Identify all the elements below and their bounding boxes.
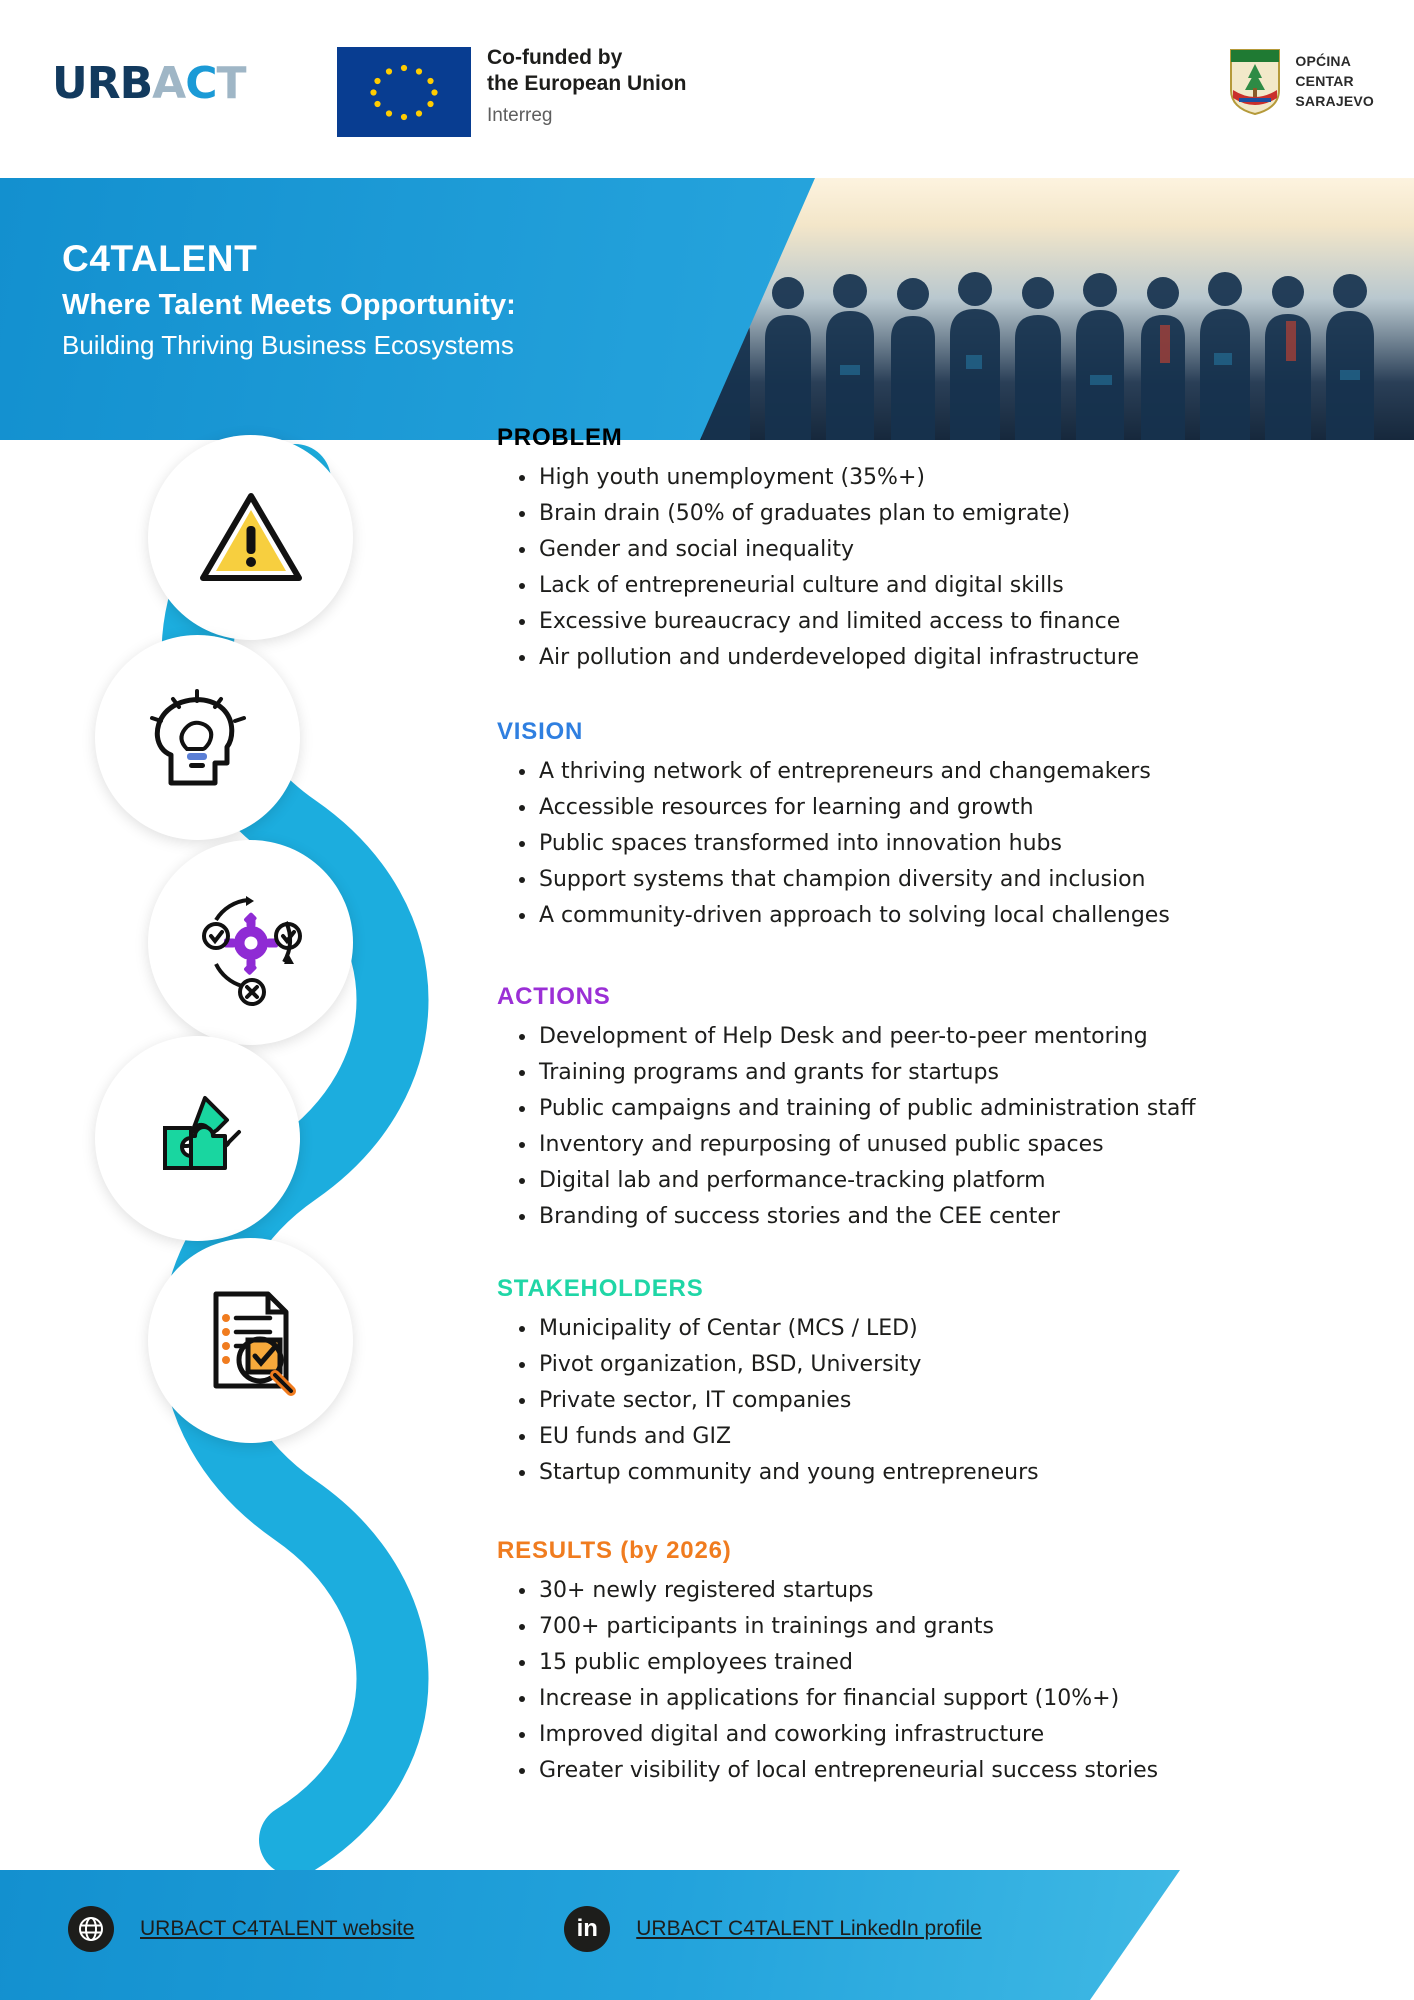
content-area [0, 424, 1414, 1870]
icon-circle-problem [148, 435, 353, 640]
list-item: Greater visibility of local entrepreneurial success stories [539, 1758, 1367, 1784]
puzzle-pieces-icon [135, 1076, 260, 1201]
section-list-stakeholders [497, 1316, 1367, 1486]
hero-banner [0, 178, 1414, 440]
list-item: A thriving network of entrepreneurs and changemakers [539, 759, 1367, 785]
section-actions [497, 983, 1367, 1240]
list-item: Branding of success stories and the CEE center [539, 1204, 1367, 1230]
icon-circle-results [148, 1238, 353, 1443]
section-title-problem: PROBLEM [497, 424, 623, 451]
list-item: Private sector, IT companies [539, 1388, 1367, 1414]
section-results [497, 1537, 1367, 1794]
icon-circle-actions [148, 840, 353, 1045]
section-title-stakeholders: STAKEHOLDERS [497, 1275, 704, 1302]
hero-people-silhouettes [690, 255, 1414, 440]
list-item: A community-driven approach to solving local challenges [539, 903, 1367, 929]
list-item: EU funds and GIZ [539, 1424, 1367, 1450]
list-item: Brain drain (50% of graduates plan to emigrate) [539, 501, 1367, 527]
website-link[interactable]: URBACT C4TALENT website [140, 1917, 415, 1940]
eu-text-line1: Co-funded by [487, 46, 623, 69]
eu-stars-icon [337, 47, 471, 137]
warning-triangle-icon [191, 478, 311, 598]
footer-bar [0, 1870, 1414, 2000]
list-item: Startup community and young entrepreneurs [539, 1460, 1367, 1486]
list-item: Air pollution and underdeveloped digital infrastructure [539, 645, 1367, 671]
section-vision [497, 718, 1367, 939]
list-item: Excessive bureaucracy and limited access to finance [539, 609, 1367, 635]
section-title-vision: VISION [497, 718, 584, 745]
section-title-actions: ACTIONS [497, 983, 611, 1010]
opcina-centar-logo [1227, 48, 1374, 116]
list-item: Gender and social inequality [539, 537, 1367, 563]
list-item: 15 public employees trained [539, 1650, 1367, 1676]
list-item: Municipality of Centar (MCS / LED) [539, 1316, 1367, 1342]
globe-icon [68, 1906, 114, 1952]
footer-links-row [68, 1906, 982, 1952]
list-item: Public spaces transformed into innovation hubs [539, 831, 1367, 857]
hero-subtitle-2: Building Thriving Business Ecosystems [62, 330, 514, 361]
list-item: Improved digital and coworking infrastructure [539, 1722, 1367, 1748]
section-list-results [497, 1578, 1367, 1784]
urbact-logo: URBACT [52, 58, 246, 109]
icon-circle-vision [95, 635, 300, 840]
section-problem [497, 424, 1367, 681]
section-list-problem [497, 465, 1367, 671]
eu-text-line2: the European Union [487, 71, 687, 95]
gear-process-icon [186, 878, 316, 1008]
icon-circle-stakeholders [95, 1036, 300, 1241]
eu-flag-icon [337, 47, 471, 137]
list-item: Accessible resources for learning and growth [539, 795, 1367, 821]
list-item: Inventory and repurposing of unused public spaces [539, 1132, 1367, 1158]
list-item: Increase in applications for financial support (10%+) [539, 1686, 1367, 1712]
opcina-line3: SARAJEVO [1295, 92, 1374, 109]
lightbulb-head-icon [135, 675, 260, 800]
opcina-crest-icon [1227, 48, 1283, 116]
linkedin-glyph: in [576, 1915, 598, 1942]
hero-title: C4TALENT [62, 238, 258, 279]
hero-subtitle-1: Where Talent Meets Opportunity: [62, 288, 516, 321]
linkedin-icon [564, 1906, 610, 1952]
eu-funding-text [487, 45, 687, 127]
logo-bar [0, 0, 1414, 178]
list-item: 700+ participants in trainings and grants [539, 1614, 1367, 1640]
section-title-results: RESULTS (by 2026) [497, 1537, 732, 1564]
list-item: Support systems that champion diversity and inclusion [539, 867, 1367, 893]
list-item: High youth unemployment (35%+) [539, 465, 1367, 491]
list-item: Training programs and grants for startups [539, 1060, 1367, 1086]
list-item: Lack of entrepreneurial culture and digital skills [539, 573, 1367, 599]
list-item: 30+ newly registered startups [539, 1578, 1367, 1604]
globe-glyph-icon [77, 1915, 105, 1943]
linkedin-link[interactable]: URBACT C4TALENT LinkedIn profile [636, 1917, 982, 1940]
section-list-actions [497, 1024, 1367, 1230]
opcina-line1: OPĆINA [1295, 53, 1352, 70]
section-list-vision [497, 759, 1367, 929]
interreg-label: Interreg [487, 105, 553, 127]
hero-text-block [62, 238, 516, 362]
list-item: Pivot organization, BSD, University [539, 1352, 1367, 1378]
document-search-icon [188, 1278, 313, 1403]
opcina-text [1295, 52, 1374, 112]
list-item: Public campaigns and training of public administration staff [539, 1096, 1367, 1122]
list-item: Digital lab and performance-tracking platform [539, 1168, 1367, 1194]
opcina-line2: CENTAR [1295, 73, 1354, 90]
section-stakeholders [497, 1275, 1367, 1496]
list-item: Development of Help Desk and peer-to-peer mentoring [539, 1024, 1367, 1050]
